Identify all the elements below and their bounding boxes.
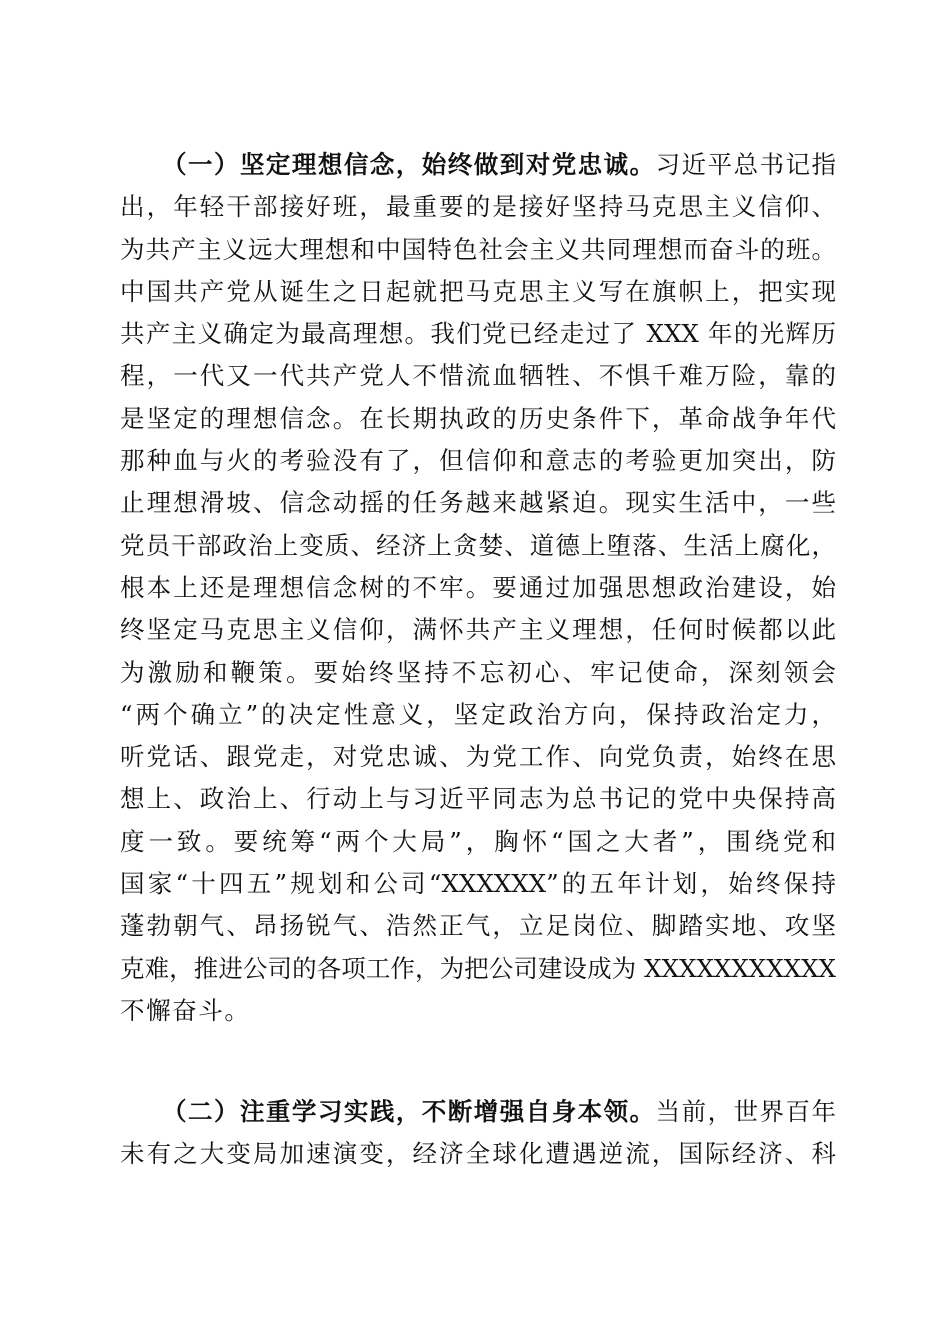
paragraph-1-line: 为共产主义远大理想和中国特色社会主义共同理想而奋斗的班。 <box>120 234 836 264</box>
paragraph-1-line: 共产主义确定为最高理想。我们党已经走过了 XXX 年的光辉历 <box>120 319 836 349</box>
paragraph-1-line: 程，一代又一代共产党人不惜流血牺牲、不惧千难万险，靠的 <box>120 361 836 391</box>
paragraph-1-heading: （一）坚定理想信念，始终做到对党忠诚。 <box>162 150 656 179</box>
paragraph-1-line: 克难，推进公司的各项工作，为把公司建设成为 XXXXXXXXXXX <box>120 953 836 983</box>
paragraph-1-last-line: 不懈奋斗。 <box>120 995 251 1025</box>
paragraph-1-line: 为激励和鞭策。要始终坚持不忘初心、牢记使命，深刻领会 <box>120 657 836 687</box>
paragraph-2-line-0: 当前，世界百年 <box>655 1097 837 1126</box>
paragraph-1-line: 党员干部政治上变质、经济上贪婪、道德上堕落、生活上腐化， <box>120 530 836 560</box>
paragraph-1-line: 国家“十四五”规划和公司“XXXXXX”的五年计划，始终保持 <box>120 869 836 899</box>
paragraph-1-line: 出，年轻干部接好班，最重要的是接好坚持马克思主义信仰、 <box>120 192 836 222</box>
paragraph-2 <box>120 1091 836 1176</box>
paragraph-1-line: 听党话、跟党走，对党忠诚、为党工作、向党负责，始终在思 <box>120 742 836 772</box>
paragraph-1-line: 那种血与火的考验没有了，但信仰和意志的考验更加突出，防 <box>120 446 836 476</box>
paragraph-2-first-line <box>120 1091 836 1133</box>
paragraph-1 <box>120 144 836 1032</box>
paragraph-1-line: 止理想滑坡、信念动摇的任务越来越紧迫。现实生活中，一些 <box>120 488 836 518</box>
paragraph-1-line: 蓬勃朝气、昂扬锐气、浩然正气，立足岗位、脚踏实地、攻坚 <box>120 911 836 941</box>
paragraph-1-line: 中国共产党从诞生之日起就把马克思主义写在旗帜上，把实现 <box>120 276 836 306</box>
paragraph-1-line: “两个确立”的决定性意义，坚定政治方向，保持政治定力， <box>120 699 836 729</box>
paragraph-1-line: 终坚定马克思主义信仰，满怀共产主义理想，任何时候都以此 <box>120 615 836 645</box>
paragraph-1-line: 是坚定的理想信念。在长期执政的历史条件下，革命战争年代 <box>120 403 836 433</box>
paragraph-1-line: 根本上还是理想信念树的不牢。要通过加强思想政治建设，始 <box>120 572 836 602</box>
paragraph-2-line: 未有之大变局加速演变，经济全球化遭遇逆流，国际经济、科 <box>120 1139 836 1169</box>
paragraph-1-line-0: 习近平总书记指 <box>655 150 837 179</box>
paragraph-2-heading: （二）注重学习实践，不断增强自身本领。 <box>162 1097 656 1126</box>
paragraph-1-first-line <box>120 144 836 186</box>
paragraph-1-line: 想上、政治上、行动上与习近平同志为总书记的党中央保持高 <box>120 784 836 814</box>
paragraph-1-line: 度一致。要统筹“两个大局”，胸怀“国之大者”，围绕党和 <box>120 826 836 856</box>
